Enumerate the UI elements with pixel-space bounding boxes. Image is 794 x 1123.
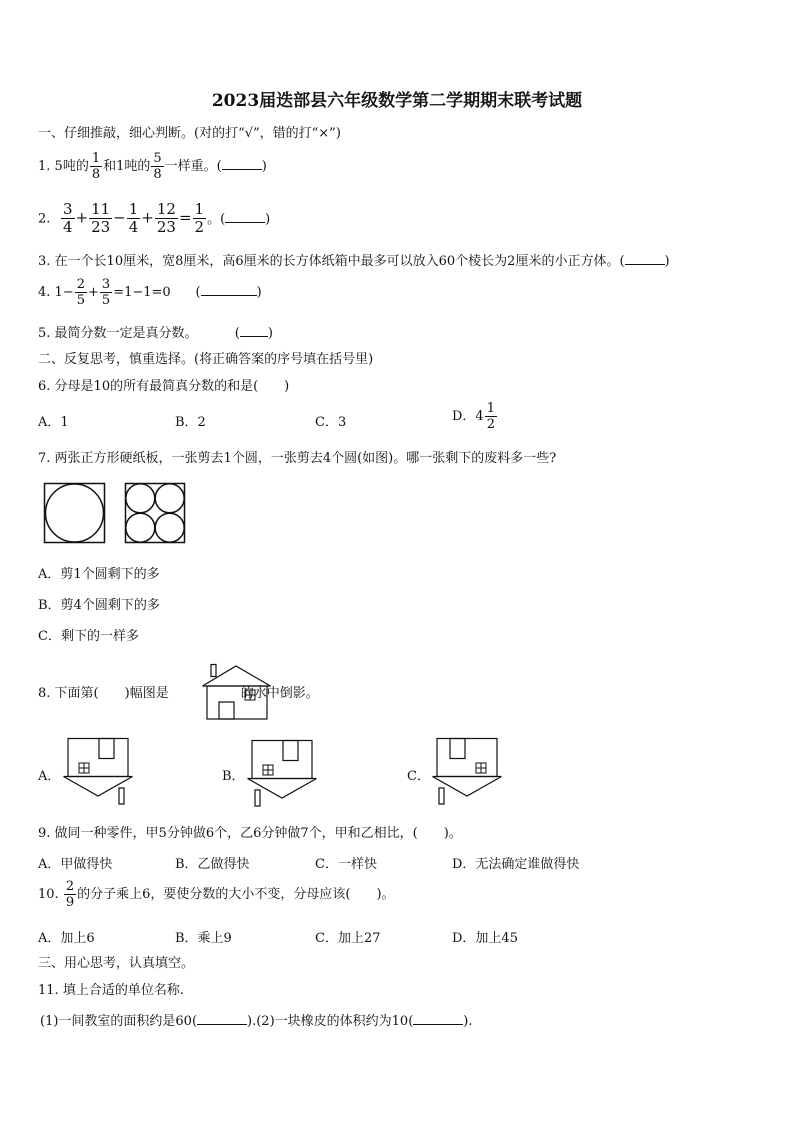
q9-option-b[interactable]: B．乙做得快 bbox=[175, 857, 250, 872]
q10-option-c[interactable]: C．加上27 bbox=[315, 931, 381, 946]
question-3: 3. 在一个长10厘米，宽8厘米，高6厘米的长方体纸箱中最多可以放入60个棱长为2厘米的小正方体。( ) bbox=[38, 254, 670, 269]
question-8: 8. 下面第( )幅图是 的水中倒影。 bbox=[38, 686, 319, 701]
q7-option-b[interactable]: B．剪4个圆剩下的多 bbox=[38, 598, 160, 613]
answer-blank[interactable] bbox=[225, 222, 265, 223]
q10-option-b[interactable]: B．乘上9 bbox=[175, 931, 232, 946]
q8-option-a-figure bbox=[63, 738, 133, 806]
question-11-parts: (1)一间教室的面积约是60( ).(2)一块橡皮的体积约为10( ). bbox=[40, 1014, 473, 1029]
answer-blank[interactable] bbox=[240, 336, 268, 337]
page-title: 2023届迭部县六年级数学第二学期期末联考试题 bbox=[211, 91, 583, 111]
q6-option-c[interactable]: C．3 bbox=[315, 415, 347, 430]
question-4: 4. 1− $\frac{2}{5}$ + $\frac{3}{5}$ =1−1=0 ( ) bbox=[38, 277, 262, 308]
section-2-heading: 二、反复思考，慎重选择。(将正确答案的序号填在括号里) bbox=[38, 352, 374, 367]
q10-option-a[interactable]: A．加上6 bbox=[38, 931, 95, 946]
section-1-heading: 一、仔细推敲，细心判断。(对的打“√”，错的打“×”) bbox=[38, 126, 341, 141]
q8-option-c-figure bbox=[432, 738, 502, 806]
question-2: 2. $\frac{3}{4}$ + $\frac{11}{23}$ − $\frac{1}{4}$ + $\frac{12}{23}$ = $\frac{1}{2}$ 。( ) bbox=[38, 200, 271, 236]
q8-option-b-figure bbox=[247, 740, 317, 806]
question-1: 1. 5吨的 $\frac{1}{8}$ 和1吨的 $\frac{5}{8}$ 一样重。( ) bbox=[38, 151, 267, 182]
answer-blank[interactable] bbox=[197, 1024, 247, 1025]
q9-option-a[interactable]: A．甲做得快 bbox=[38, 857, 113, 872]
question-10: 10. $\frac{2}{9}$ 的分子乘上6，要使分数的大小不变，分母应该( )。 bbox=[38, 879, 395, 910]
q8-option-b[interactable]: B． bbox=[222, 769, 245, 784]
q6-option-d[interactable]: D．4 $\frac{1}{2}$ bbox=[452, 401, 495, 432]
q6-option-a[interactable]: A．1 bbox=[38, 415, 69, 430]
house-figure bbox=[202, 664, 272, 722]
section-3-heading: 三、用心思考，认真填空。 bbox=[38, 956, 195, 971]
q7-option-a[interactable]: A．剪1个圆剩下的多 bbox=[38, 567, 160, 582]
question-9: 9. 做同一种零件，甲5分钟做6个，乙6分钟做7个，甲和乙相比，( )。 bbox=[38, 826, 462, 841]
q8-option-c[interactable]: C． bbox=[407, 769, 430, 784]
answer-blank[interactable] bbox=[201, 295, 257, 296]
square-four-circles-figure bbox=[125, 483, 185, 544]
question-6: 6. 分母是10的所有最简真分数的和是( ) bbox=[38, 379, 290, 394]
question-11: 11. 填上合适的单位名称. bbox=[38, 983, 184, 998]
answer-blank[interactable] bbox=[413, 1024, 463, 1025]
square-one-circle-figure bbox=[44, 483, 106, 544]
question-7: 7. 两张正方形硬纸板，一张剪去1个圆，一张剪去4个圆(如图)。哪一张剩下的废料多一些? bbox=[38, 451, 557, 466]
q10-option-d[interactable]: D．加上45 bbox=[452, 931, 518, 946]
q6-option-b[interactable]: B．2 bbox=[175, 415, 206, 430]
q9-option-d[interactable]: D．无法确定谁做得快 bbox=[452, 857, 580, 872]
q8-option-a[interactable]: A． bbox=[38, 769, 61, 784]
q7-option-c[interactable]: C．剩下的一样多 bbox=[38, 629, 139, 644]
q9-option-c[interactable]: C．一样快 bbox=[315, 857, 377, 872]
question-5: 5. 最简分数一定是真分数。 ( ) bbox=[38, 326, 273, 341]
answer-blank[interactable] bbox=[222, 169, 262, 170]
answer-blank[interactable] bbox=[625, 264, 665, 265]
